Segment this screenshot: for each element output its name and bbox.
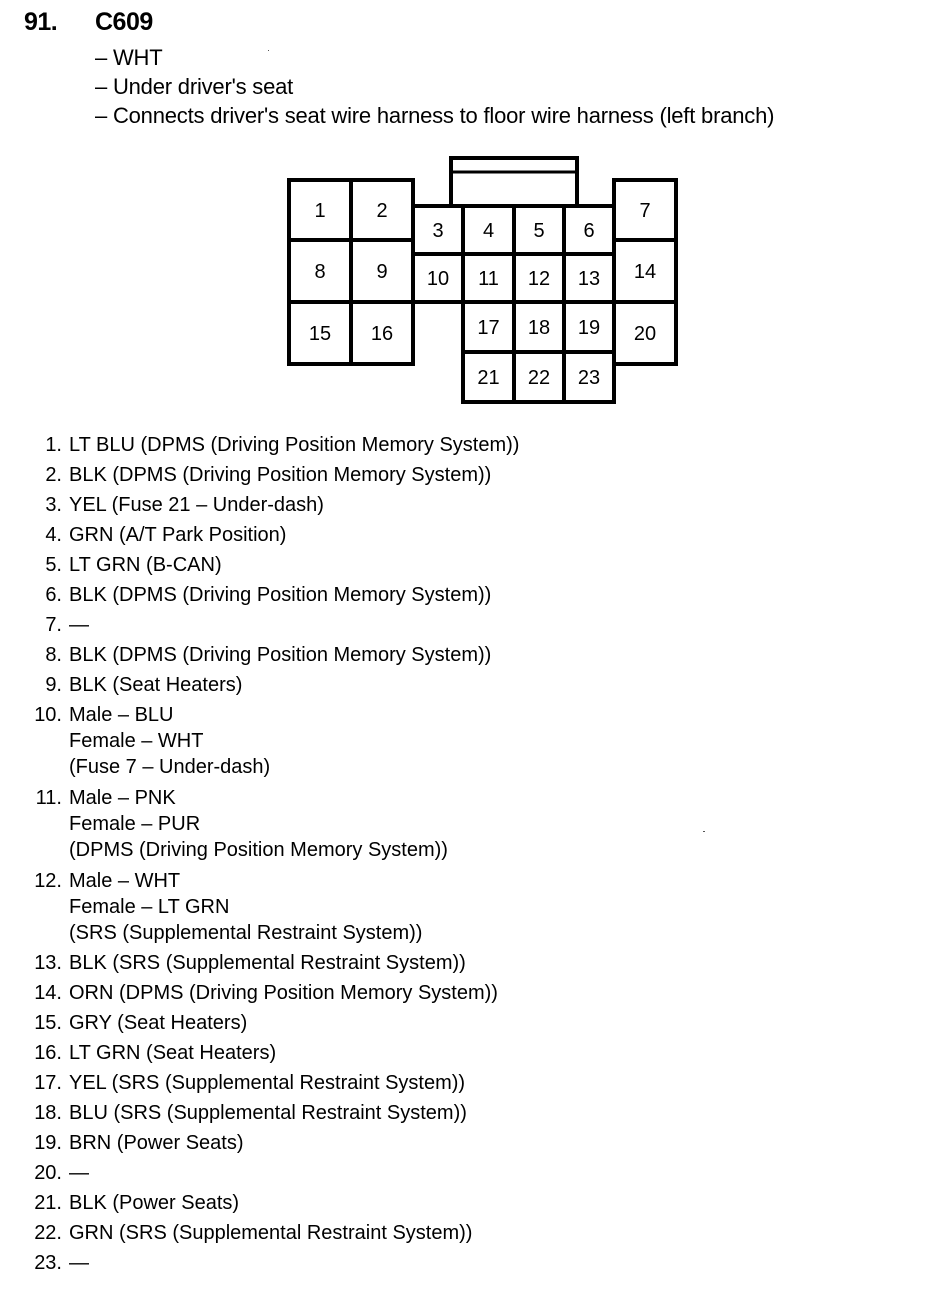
- section-number: 91.: [24, 8, 58, 36]
- pin-description-line: —: [69, 614, 89, 636]
- pin-description-line: BLK (Power Seats): [69, 1192, 240, 1214]
- connector-cell-label-23: 23: [577, 367, 601, 389]
- connector-color-line: – WHT: [95, 45, 163, 70]
- connector-cell-label-10: 10: [426, 268, 450, 290]
- connector-location-line: – Under driver's seat: [95, 74, 294, 99]
- pin-description-line: Female – LT GRN: [69, 896, 230, 918]
- pin-number: 19.: [34, 1132, 62, 1154]
- pin-number: 7.: [45, 614, 62, 636]
- pin-description: [69, 432, 519, 458]
- pin-number: 23.: [34, 1252, 62, 1274]
- pin-description: [69, 1130, 244, 1156]
- pin-description: [69, 1070, 465, 1096]
- pin-description-line: BLK (DPMS (Driving Position Memory System)): [69, 464, 492, 486]
- pin-description: [69, 1160, 89, 1186]
- pin-description-line: (DPMS (Driving Position Memory System)): [69, 839, 448, 861]
- pin-description: [69, 702, 270, 780]
- pin-description: [69, 868, 422, 946]
- pin-description: [69, 552, 222, 578]
- pin-number: 8.: [45, 644, 62, 666]
- pin-description-line: GRN (A/T Park Position): [69, 524, 287, 546]
- pin-description-line: YEL (Fuse 21 – Under-dash): [69, 494, 324, 516]
- connector-cell-label-2: 2: [376, 200, 388, 222]
- pin-description: [69, 642, 491, 668]
- pin-description: [69, 950, 466, 976]
- pin-description-line: Male – PNK: [69, 787, 176, 809]
- pin-description-line: —: [69, 1252, 89, 1274]
- pin-description-line: (Fuse 7 – Under-dash): [69, 756, 271, 778]
- pin-description: [69, 1100, 467, 1126]
- pin-number: 14.: [34, 982, 62, 1004]
- connector-cell-label-8: 8: [314, 261, 326, 283]
- pin-description: [69, 1220, 472, 1246]
- pin-description-line: GRN (SRS (Supplemental Restraint System)): [69, 1222, 473, 1244]
- connector-cell-label-18: 18: [527, 317, 551, 339]
- pin-description: [69, 1190, 239, 1216]
- connector-cell-label-6: 6: [583, 220, 595, 242]
- pin-number: 20.: [34, 1162, 62, 1184]
- pin-description: [69, 1250, 89, 1276]
- pin-description: [69, 1040, 276, 1066]
- connector-face-diagram: [0, 0, 928, 420]
- connector-cell-label-7: 7: [639, 200, 651, 222]
- connector-cell-label-13: 13: [577, 268, 601, 290]
- pin-description-line: Male – WHT: [69, 870, 181, 892]
- pin-description: [69, 980, 498, 1006]
- connector-cell-label-22: 22: [527, 367, 551, 389]
- pin-number: 15.: [34, 1012, 62, 1034]
- connector-cell-label-5: 5: [533, 220, 545, 242]
- pin-description-line: Female – PUR: [69, 813, 201, 835]
- pin-number: 6.: [45, 584, 62, 606]
- pin-description: [69, 522, 286, 548]
- pin-description-line: BRN (Power Seats): [69, 1132, 244, 1154]
- connector-cell-label-19: 19: [577, 317, 601, 339]
- connector-cell-label-4: 4: [482, 220, 495, 242]
- pin-description: [69, 1010, 247, 1036]
- connector-cell-label-3: 3: [432, 220, 444, 242]
- pin-number: 1.: [45, 434, 62, 456]
- pin-description: [69, 785, 448, 863]
- pin-number: 22.: [34, 1222, 62, 1244]
- pin-number: 2.: [45, 464, 62, 486]
- pin-description: [69, 462, 491, 488]
- connector-cell-label-16: 16: [370, 323, 394, 345]
- connector-connects-line: – Connects driver's seat wire harness to floor wire harness (left branch): [95, 103, 775, 128]
- connector-cell-label-14: 14: [633, 261, 657, 283]
- scan-speck: [703, 831, 705, 832]
- connector-cell-label-12: 12: [527, 268, 551, 290]
- pin-description-line: Female – WHT: [69, 730, 204, 752]
- pin-description: [69, 492, 324, 518]
- pin-description: [69, 672, 242, 698]
- pin-description-line: BLK (SRS (Supplemental Restraint System)): [69, 952, 466, 974]
- connector-cell-label-9: 9: [376, 261, 388, 283]
- pin-number: 16.: [34, 1042, 62, 1064]
- pin-description-line: LT GRN (B-CAN): [69, 554, 222, 576]
- connector-cell-label-20: 20: [633, 323, 657, 345]
- pin-number: 9.: [45, 674, 62, 696]
- pin-description-line: LT GRN (Seat Heaters): [69, 1042, 277, 1064]
- connector-code: C609: [95, 8, 153, 36]
- pin-number: 5.: [45, 554, 62, 576]
- pin-number: 3.: [45, 494, 62, 516]
- pin-description: [69, 612, 89, 638]
- pin-number: 21.: [34, 1192, 62, 1214]
- pin-description-line: YEL (SRS (Supplemental Restraint System)): [69, 1072, 466, 1094]
- pin-description-line: BLK (Seat Heaters): [69, 674, 243, 696]
- scan-speck: [268, 50, 269, 51]
- pin-description-line: Male – BLU: [69, 704, 174, 726]
- pin-description-line: (SRS (Supplemental Restraint System)): [69, 922, 423, 944]
- pin-description-line: GRY (Seat Heaters): [69, 1012, 248, 1034]
- connector-cell-label-1: 1: [314, 200, 326, 222]
- pin-description-line: BLK (DPMS (Driving Position Memory System)): [69, 644, 492, 666]
- pin-number: 11.: [35, 787, 62, 809]
- pin-number: 12.: [34, 870, 62, 892]
- pin-description-line: ORN (DPMS (Driving Position Memory System)): [69, 982, 498, 1004]
- pin-number: 13.: [34, 952, 62, 974]
- pin-description-line: BLK (DPMS (Driving Position Memory System)): [69, 584, 492, 606]
- pin-number: 10.: [34, 704, 62, 726]
- pin-number: 17.: [34, 1072, 62, 1094]
- pin-description: [69, 582, 491, 608]
- connector-cell-label-15: 15: [308, 323, 332, 345]
- connector-cell-label-21: 21: [477, 367, 500, 389]
- pin-number: 18.: [34, 1102, 62, 1124]
- connector-cell-label-17: 17: [477, 317, 500, 339]
- pin-number: 4.: [45, 524, 62, 546]
- pin-description-line: —: [69, 1162, 89, 1184]
- pin-description-line: BLU (SRS (Supplemental Restraint System)): [69, 1102, 467, 1124]
- connector-cell-label-11: 11: [478, 268, 499, 290]
- pin-description-line: LT BLU (DPMS (Driving Position Memory System)): [69, 434, 520, 456]
- connector-lock-tab: [451, 158, 577, 206]
